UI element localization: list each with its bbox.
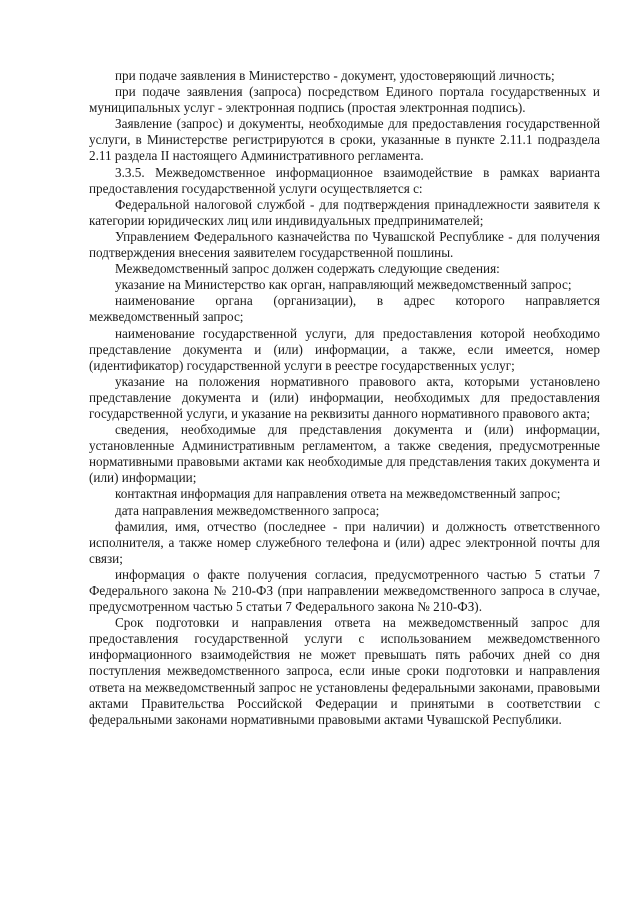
- list-item-executor: фамилия, имя, отчество (последнее - при наличии) и должность ответственного исполнителя, а также номер служебного телефона и (или) адрес электронной почты для связи;: [89, 518, 600, 566]
- list-item-service-name: наименование государственной услуги, для предоставления которой необходимо представление документа и (или) информации, а также, если имеется, номер (идентификатор) государственной услуги в реестре государственных услуг;: [89, 325, 600, 373]
- paragraph-treasury: Управлением Федерального казначейства по Чувашской Республике - для получения подтверждения внесения заявителем государственной пошлины.: [89, 228, 600, 261]
- paragraph-registration: Заявление (запрос) и документы, необходимые для предоставления государственной услуги, в Министерстве регистрируются в сроки, указанные в пункте 2.11.1 подраздела 2.11 раздела II настоящего Административного регламента.: [89, 116, 600, 164]
- paragraph-response-term: Срок подготовки и направления ответа на межведомственный запрос для предоставления государственной услуги с использованием межведомственного информационного взаимодействия не может превышать пять рабочих дней со дня поступления межведомственного запроса, если иные сроки подготовки и направления ответа на межведомственный запрос не установлены федеральными законами, правовыми актами Правительства Российской Федерации и принятыми в соответствии с федеральными законами нормативными правовыми актами Чувашской Республики.: [89, 615, 600, 727]
- list-item-legal-act: указание на положения нормативного правового акта, которыми установлено представление документа и (или) информации, необходимых для предоставления государственной услуги, и указание на реквизиты данного нормативного правового акта;: [89, 373, 600, 421]
- paragraph-electronic-signature: при подаче заявления (запроса) посредством Единого портала государственных и муниципальных услуг - электронная подпись (простая электронная подпись).: [89, 84, 600, 116]
- list-item-request-date: дата направления межведомственного запроса;: [115, 502, 380, 518]
- paragraph-request-contents: Межведомственный запрос должен содержать следующие сведения:: [115, 261, 500, 277]
- list-item-organ-name: наименование органа (организации), в адрес которого направляется межведомственный запрос;: [89, 293, 600, 325]
- list-item-required-info: сведения, необходимые для представления документа и (или) информации, установленные Административным регламентом, а также сведения, предусмотренные нормативными правовыми актами как необходимые для представления таких документа и (или) информации;: [89, 422, 600, 486]
- paragraph-section-3-3-5: 3.3.5. Межведомственное информационное взаимодействие в рамках варианта предоставления государственной услуги осуществляется с:: [89, 164, 600, 196]
- document-page: [89, 68, 600, 728]
- list-item-contact-info: контактная информация для направления ответа на межведомственный запрос;: [115, 486, 561, 502]
- paragraph-id-document: при подаче заявления в Министерство - документ, удостоверяющий личность;: [115, 68, 555, 83]
- list-item-ministry: указание на Министерство как орган, направляющий межведомственный запрос;: [115, 277, 572, 293]
- list-item-consent: информация о факте получения согласия, предусмотренного частью 5 статьи 7 Федерального закона № 210-ФЗ (при направлении межведомственного запроса в случае, предусмотренном частью 5 статьи 7 Федерального закона № 210-ФЗ).: [89, 566, 600, 615]
- paragraph-tax-service: Федеральной налоговой службой - для подтверждения принадлежности заявителя к категории юридических лиц или индивидуальных предпринимателей;: [89, 196, 600, 228]
